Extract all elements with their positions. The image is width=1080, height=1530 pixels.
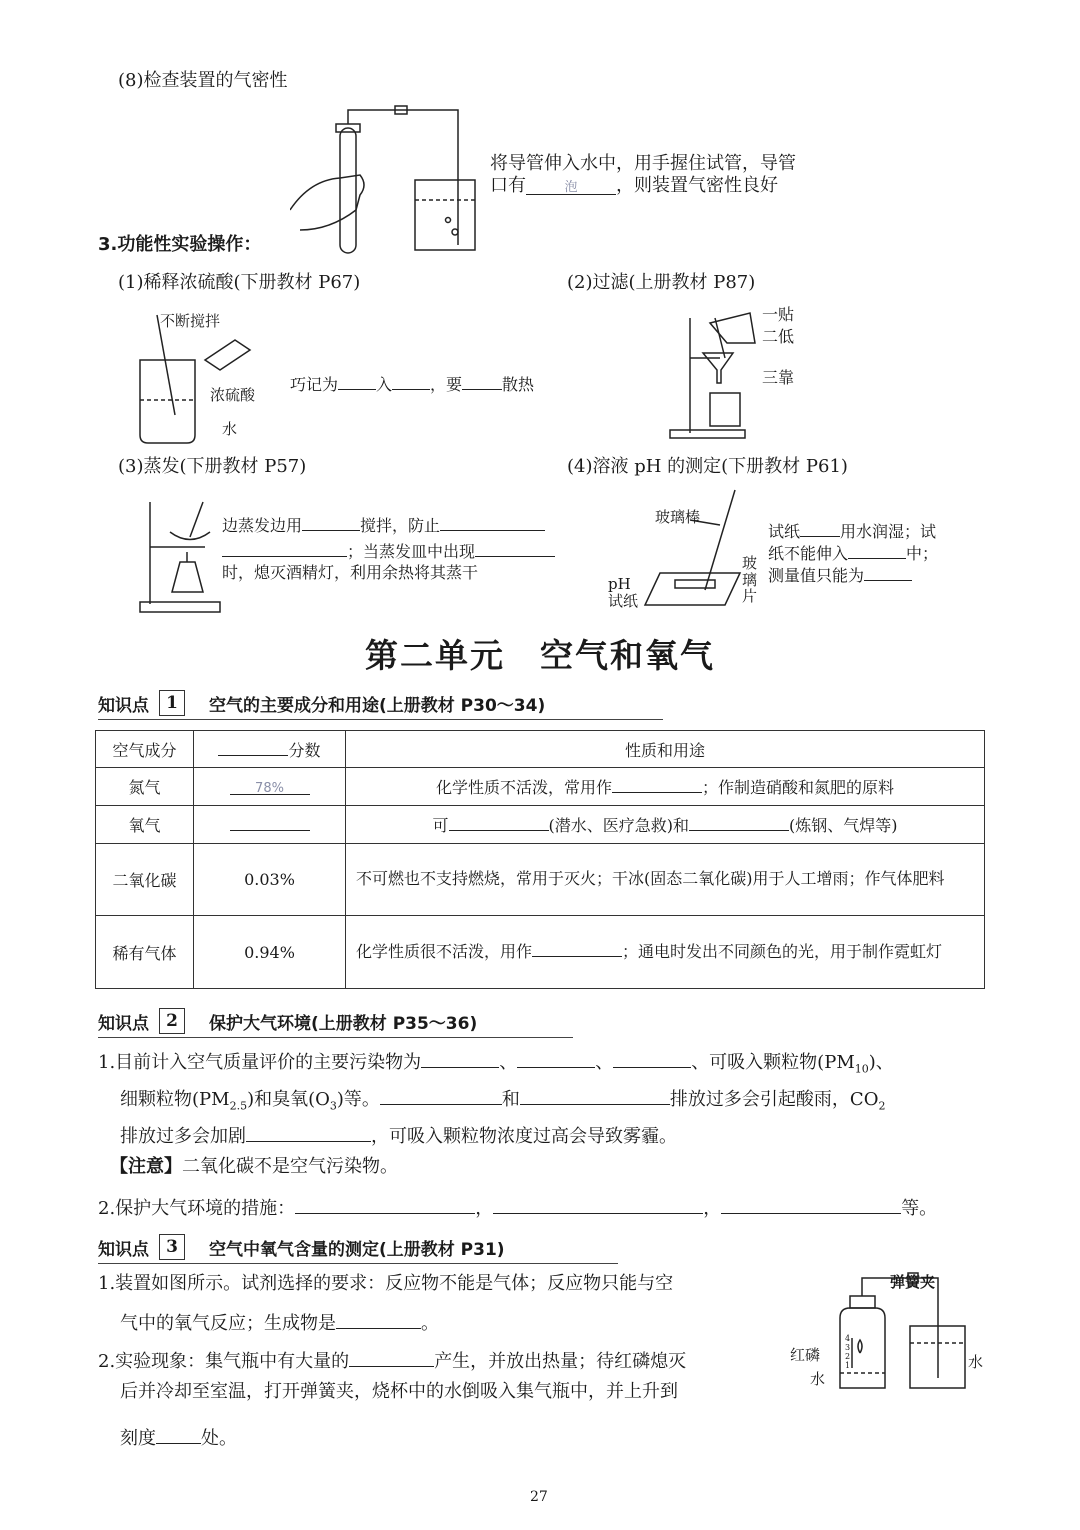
label-stir: 不断搅拌 [160,312,221,330]
page-number: 27 [530,1489,548,1505]
knowledge-point-2 [98,1008,573,1038]
kp3-line-4: 后并冷却至室温，打开弹簧夹，烧杯中的水倒吸入集气瓶中，并上升到 [120,1381,678,1402]
kp-number: 3 [159,1234,185,1260]
filter-label-3: 三靠 [762,368,795,387]
table-row [96,916,985,989]
answer-blank[interactable]: 泡 [526,181,616,195]
text: 散热 [502,375,535,394]
text: 用水润湿；试 [840,522,937,541]
kp-title: 空气的主要成分和用途(上册教材 P30～34) [209,695,546,716]
header-cell: 空气成分 [96,731,194,768]
text: 边蒸发边用 [222,516,303,535]
blank[interactable] [848,542,906,559]
text: ，要 [430,375,463,394]
blank[interactable] [475,540,555,557]
text: )、 [868,1052,894,1073]
kp3-line-1: 1.装置如图所示。试剂选择的要求：反应物不能是气体；反应物只能与空 [98,1273,674,1294]
text: 排放过多会加剧 [120,1126,246,1147]
cell: 0.03% [194,844,346,916]
cell [346,806,985,844]
cell: 氮气 [96,768,194,806]
blank[interactable] [338,373,376,390]
blank[interactable] [520,1086,670,1105]
air-components-table [95,730,985,989]
cell: 氧气 [96,806,194,844]
filter-label-2: 二低 [762,327,795,346]
text: ；作制造硝酸和氮肥的原料 [702,778,895,797]
blank[interactable] [493,1195,703,1214]
text: 中； [906,544,939,563]
text: ，可吸入颗粒物浓度过高会导致雾霾。 [371,1126,677,1147]
cell [194,806,346,844]
cell [346,768,985,806]
knowledge-point-3 [98,1234,618,1264]
evap-line-2 [222,540,555,560]
cell: 0.94% [194,916,346,989]
subscript: 2.5 [229,1099,248,1113]
blank[interactable] [230,814,310,831]
blank[interactable] [156,1425,201,1444]
blank[interactable] [336,1310,421,1329]
cell [346,916,985,989]
text: 口有 [490,175,526,196]
ph-test-diagram [640,485,750,610]
text: 2.保护大气环境的措施： [98,1198,296,1219]
section-8-heading: (8)检查装置的气密性 [118,70,288,91]
text: 分数 [288,740,321,760]
ph-line-3 [768,564,912,584]
blank[interactable] [721,1195,901,1214]
blank[interactable] [246,1123,371,1142]
blank[interactable] [218,739,288,756]
subscript: 2 [878,1099,886,1113]
scale-marks [845,1334,851,1370]
text: 搅拌，防止 [360,516,441,535]
blank[interactable] [295,1195,475,1214]
ph-line-2 [768,542,938,562]
dilute-mnemonic [290,373,534,393]
label-ph-paper: pH 试纸 [608,575,639,610]
text: 、 [595,1052,614,1073]
text: 纸不能伸入 [768,544,849,563]
label-water-left: 水 [810,1370,826,1388]
blank[interactable] [612,776,702,793]
text: 1.目前计入空气质量评价的主要污染物为 [98,1052,422,1073]
ph-line-1 [768,520,936,540]
kp-label: 知识点 [98,1239,149,1260]
text: 可 [432,816,449,835]
text: ；通电时发出不同颜色的光，用于制作霓虹灯 [622,941,943,961]
cell [194,768,346,806]
text: 处。 [201,1428,237,1449]
text: 和 [501,1089,520,1110]
ph-heading: (4)溶液 pH 的测定(下册教材 P61) [567,456,848,477]
evap-heading: (3)蒸发(下册教材 P57) [118,456,307,477]
cell: 二氧化碳 [96,844,194,916]
header-cell [194,731,346,768]
section-3-heading: 3.功能性实验操作： [98,234,262,255]
blank[interactable] [222,540,347,557]
filtration-diagram [665,298,765,443]
blank[interactable] [349,1348,434,1367]
text: 、 [499,1052,518,1073]
kp-label: 知识点 [98,695,149,716]
kp-title: 保护大气环境(上册教材 P35～36) [209,1013,478,1034]
filter-heading: (2)过滤(上册教材 P87) [567,272,756,293]
text: (潜水、医疗急救)和 [548,816,689,835]
blank[interactable] [613,1049,691,1068]
label-acid: 浓硫酸 [210,386,256,404]
cell: 不可燃也不支持燃烧，常用于灭火；干冰(固态二氧化碳)用于人工增雨；作气体肥料 [346,844,985,916]
header-cell: 性质和用途 [346,731,985,768]
note-tag: 【注意】 [110,1156,182,1177]
kp-number: 2 [159,1008,185,1034]
text: 入 [376,375,393,394]
text: 二氧化碳不是空气污染物。 [182,1156,398,1177]
text: 等。 [901,1198,938,1219]
text: 2.实验现象：集气瓶中有大量的 [98,1351,350,1372]
kp2-line-4 [98,1195,937,1218]
text: )等。 [336,1089,380,1110]
dilute-heading: (1)稀释浓硫酸(下册教材 P67) [118,272,361,293]
blank[interactable] [392,373,430,390]
text: 巧记为 [290,375,339,394]
text: ， [475,1198,494,1219]
kp3-line-5 [120,1425,237,1448]
kp-label: 知识点 [98,1013,149,1034]
table-row [96,806,985,844]
knowledge-point-1 [98,690,663,720]
evaporation-diagram [135,492,225,617]
label-phosphorus: 红磷 [790,1346,821,1364]
blank[interactable] [380,1086,502,1105]
subscript: 10 [854,1062,869,1076]
text: ，则装置气密性良好 [616,175,778,196]
label-water-right: 水 [968,1353,984,1371]
table-row [96,768,985,806]
scale-mark: 4 [845,1334,851,1343]
label-glass-rod: 玻璃棒 [655,508,701,526]
blank[interactable] [517,1049,595,1068]
kp3-line-2 [120,1310,439,1333]
kp-number: 1 [159,690,185,716]
text: 气中的氧气反应；生成物是 [120,1313,336,1334]
blank[interactable] [462,373,502,390]
blank[interactable] [864,564,912,581]
blank[interactable] [302,514,360,531]
text: 、可吸入颗粒物(PM [691,1052,855,1073]
text: 刻度 [120,1428,156,1449]
evap-line-3: 时，熄灭酒精灯，利用余热将其蒸干 [222,563,479,582]
text: )和臭氧(O [247,1089,330,1110]
label-clip: 弹簧夹 [890,1273,936,1291]
kp-title: 空气中氧气含量的测定(上册教材 P31) [209,1239,505,1260]
blank[interactable] [689,814,789,831]
text: (炼钢、气焊等) [789,816,898,835]
label-glass-plate: 玻璃片 [742,554,758,605]
table-row [96,844,985,916]
blank[interactable] [421,1049,499,1068]
text: 产生，并放出热量；待红磷熄灭 [434,1351,687,1372]
kp3-line-3 [98,1348,686,1371]
airtightness-text-1: 将导管伸入水中，用手握住试管，导管 [490,153,796,174]
text: 。 [421,1313,439,1334]
label-water: 水 [222,420,238,438]
scale-mark: 1 [845,1361,851,1370]
subscript: 3 [329,1099,337,1113]
table-header [96,731,985,768]
text: 细颗粒物(PM [120,1089,230,1110]
blank[interactable] [440,514,545,531]
airtightness-diagram [290,100,490,260]
kp2-line-3 [120,1123,677,1146]
scale-mark: 2 [845,1352,851,1361]
text: 测量值只能为 [768,566,865,585]
text: 试纸 [768,522,801,541]
text: ， [703,1198,722,1219]
unit-title: 第二单元 空气和氧气 [365,636,715,675]
text: 化学性质不活泼，常用作 [435,778,612,797]
blank[interactable] [800,520,840,537]
text: 化学性质很不活泼，用作 [356,941,533,961]
cell: 稀有气体 [96,916,194,989]
text: ；当蒸发皿中出现 [347,542,476,561]
kp2-note [110,1158,398,1176]
blank[interactable] [449,814,549,831]
text: 排放过多会引起酸雨，CO [669,1089,879,1110]
blank[interactable] [532,940,622,957]
kp2-line-2 [120,1086,885,1112]
answer-blank[interactable]: 78% [230,781,310,795]
kp2-line-1 [98,1049,894,1075]
evap-line-1 [222,514,545,534]
scale-mark: 3 [845,1343,851,1352]
filter-label-1: 一贴 [762,305,795,324]
airtightness-text-2 [490,177,778,195]
